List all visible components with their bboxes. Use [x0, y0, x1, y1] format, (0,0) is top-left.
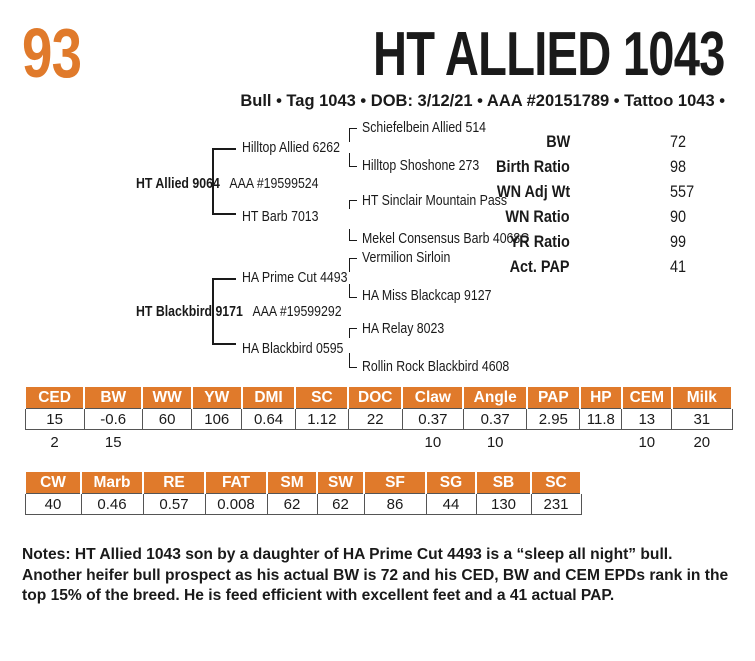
epd2-value-row: [25, 494, 581, 515]
ped-dam-dam: HA Blackbird 0595: [242, 341, 344, 357]
epd-rank: [348, 430, 402, 455]
ped-sire-reg: AAA #19599524: [229, 176, 319, 192]
ped-sire-dam-sire: HT Sinclair Mountain Pass: [362, 193, 508, 209]
epd-value: 15: [25, 409, 84, 430]
epd-header: DOC: [348, 386, 402, 409]
ped-sire-sire-sire: Schiefelbein Allied 514: [362, 120, 487, 136]
epd2-header-row: [25, 471, 581, 494]
notes-text: Notes: HT Allied 1043 son by a daughter of HA Prime Cut 4493 is a “sleep all night” bull. Another heifer bull prospect as his actual BW is 72 and his CED, BW and CEM EPDs rank in the top 15% of the breed. He is feed efficient with excellent feet and a 41 actual PAP.: [22, 546, 729, 604]
epd-value: 11.8: [580, 409, 622, 430]
epd-table-2: [24, 470, 582, 515]
ped-dam-dam-sire: HA Relay 8023: [362, 321, 445, 337]
stat-value: 98: [670, 157, 687, 176]
epd-header: HP: [580, 386, 622, 409]
epd-rank: [192, 430, 242, 455]
epd-header-row: [25, 386, 732, 409]
epd2-header: CW: [25, 471, 81, 494]
epd-header: CEM: [622, 386, 672, 409]
epd-rank: 10: [638, 433, 656, 451]
ped-sire: [136, 177, 319, 192]
epd-value: 60: [142, 409, 192, 430]
epd2-value: 44: [426, 494, 476, 515]
epd-value-row: [25, 409, 732, 430]
epd-header: BW: [84, 386, 142, 409]
epd2-header: SF: [364, 471, 426, 494]
epd2-value: 62: [267, 494, 317, 515]
epd-header: PAP: [527, 386, 580, 409]
epd-rank: [527, 430, 580, 455]
epd-header: Claw: [402, 386, 463, 409]
ped-sire-sire-dam: Hilltop Shoshone 273: [362, 158, 480, 174]
ped-dam: [136, 305, 342, 320]
ped-dam-dam-dam: Rollin Rock Blackbird 4608: [362, 359, 510, 375]
epd-header: Angle: [463, 386, 526, 409]
epd-rank: 20: [693, 433, 711, 451]
ped-dam-sire-sire: Vermilion Sirloin: [362, 250, 451, 266]
epd2-header: SM: [267, 471, 317, 494]
epd2-header: RE: [143, 471, 205, 494]
epd-header: SC: [295, 386, 348, 409]
stat-label: WN Adj Wt: [496, 182, 570, 201]
epd-value: 0.64: [242, 409, 296, 430]
epd-rank: [295, 430, 348, 455]
stat-label: Act. PAP: [510, 257, 570, 276]
epd2-value: 0.46: [81, 494, 143, 515]
stat-label: WN Ratio: [505, 207, 570, 226]
epd-rank: 15: [104, 433, 122, 451]
animal-name: HT ALLIED 1043: [373, 20, 725, 89]
epd-rank: 10: [424, 433, 442, 451]
ped-sire-sire: Hilltop Allied 6262: [242, 140, 340, 156]
info-line: Bull • Tag 1043 • DOB: 3/12/21 • AAA #20151789 • Tattoo 1043 •: [240, 92, 725, 110]
ped-dam-reg: AAA #19599292: [252, 304, 342, 320]
epd2-header: SG: [426, 471, 476, 494]
epd-value: 22: [348, 409, 402, 430]
ped-sire-dam: HT Barb 7013: [242, 209, 319, 225]
epd2-value: 62: [317, 494, 364, 515]
ped-dam-name: HT Blackbird 9171: [136, 304, 243, 320]
epd2-header: Marb: [81, 471, 143, 494]
epd2-header: SW: [317, 471, 364, 494]
epd-table-1: [24, 385, 733, 454]
ped-sire-name: HT Allied 9064: [136, 176, 220, 192]
ped-sire-dam-dam: Mekel Consensus Barb 4068C: [362, 231, 530, 247]
epd2-header: SB: [476, 471, 531, 494]
epd-header: Milk: [672, 386, 732, 409]
epd2-value: 130: [476, 494, 531, 515]
epd-value: 31: [672, 409, 732, 430]
epd-header: WW: [142, 386, 192, 409]
epd2-value: 0.008: [205, 494, 267, 515]
epd-value: 2.95: [527, 409, 580, 430]
epd2-header: FAT: [205, 471, 267, 494]
epd-header: YW: [192, 386, 242, 409]
epd2-value: 40: [25, 494, 81, 515]
epd-rank: [580, 430, 622, 455]
epd-value: 106: [192, 409, 242, 430]
epd2-header: SC: [531, 471, 581, 494]
stat-label: BW: [545, 132, 570, 151]
epd2-value: 0.57: [143, 494, 205, 515]
epd-value: 0.37: [463, 409, 526, 430]
epd-rank: 2: [50, 433, 59, 451]
stat-label: Birth Ratio: [496, 157, 570, 176]
stat-value: 41: [670, 257, 687, 276]
ped-dam-sire: HA Prime Cut 4493: [242, 270, 348, 286]
stat-value: 557: [670, 182, 695, 201]
epd2-value: 86: [364, 494, 426, 515]
epd-value: 0.37: [402, 409, 463, 430]
epd-value: 1.12: [295, 409, 348, 430]
stat-value: 72: [670, 132, 687, 151]
epd-rank: [142, 430, 192, 455]
epd-rank: [242, 430, 296, 455]
epd-value: 13: [622, 409, 672, 430]
ped-dam-sire-dam: HA Miss Blackcap 9127: [362, 288, 492, 304]
stat-value: 90: [670, 207, 687, 226]
epd2-value: 231: [531, 494, 581, 515]
stat-label: YR Ratio: [509, 232, 570, 251]
stat-value: 99: [670, 232, 687, 251]
epd-rank-row: [25, 430, 732, 455]
epd-header: DMI: [242, 386, 296, 409]
lot-number: 93: [22, 14, 82, 92]
epd-value: -0.6: [84, 409, 142, 430]
epd-header: CED: [25, 386, 84, 409]
epd-rank: 10: [486, 433, 504, 451]
